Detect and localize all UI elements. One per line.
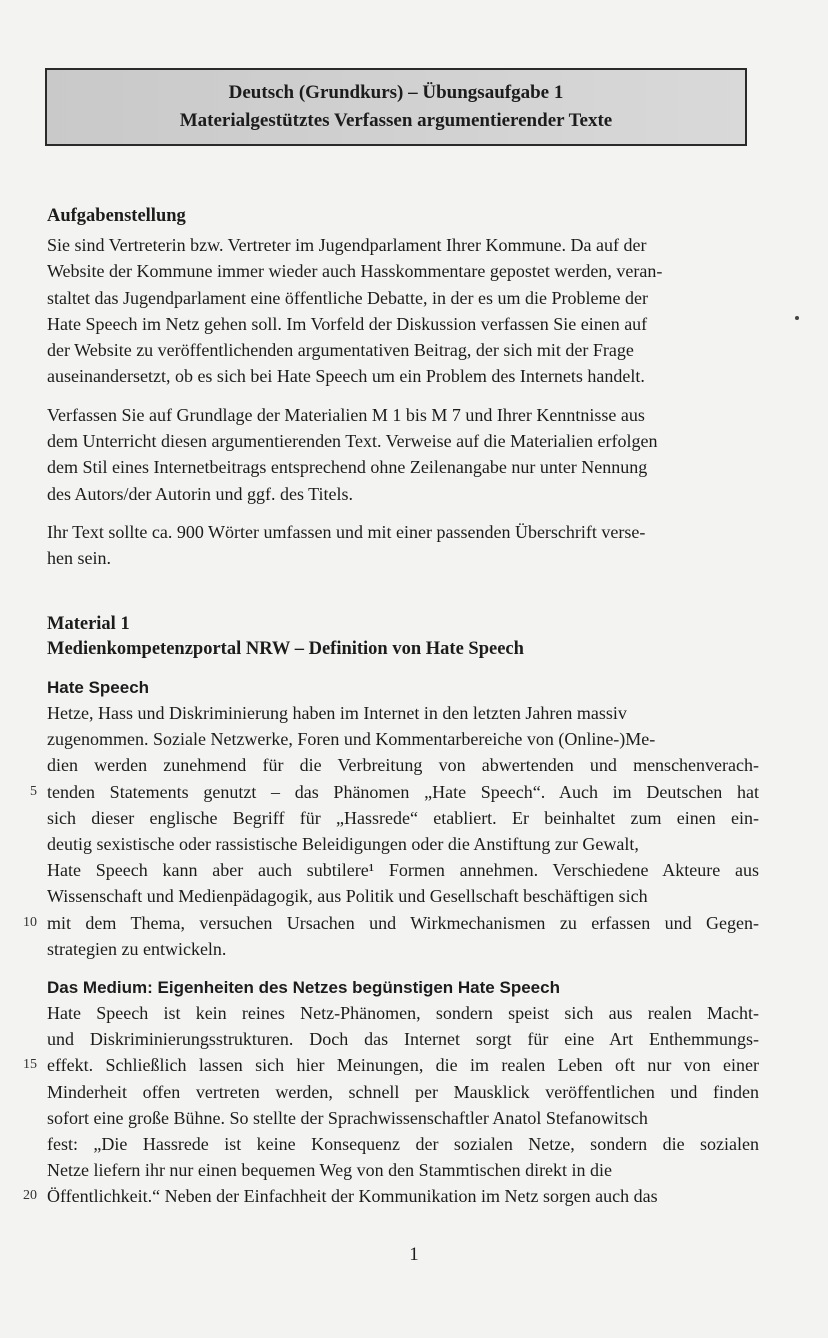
text-line: Verfassen Sie auf Grundlage der Materialien M 1 bis M 7 und Ihrer Kenntnisse aus — [47, 404, 645, 425]
text-line: auseinandersetzt, ob es sich bei Hate Speech um ein Problem des Internets handelt. — [47, 366, 645, 387]
task-section — [47, 204, 752, 572]
section-2-text — [23, 1000, 759, 1210]
text-line: Website der Kommune immer wieder auch Hasskommentare gepostet werden, veran- — [47, 261, 663, 282]
text-line: Wissenschaft und Medienpädagogik, aus Politik und Gesellschaft beschäftigen sich — [47, 886, 648, 907]
task-paragraph-3 — [47, 519, 752, 572]
material-1 — [23, 612, 759, 1210]
exam-subtitle: Materialgestütztes Verfassen argumentierender Texte — [179, 110, 613, 131]
page-number: 1 — [409, 1244, 419, 1265]
text-line: Sie sind Vertreterin bzw. Vertreter im Jugendparlament Ihrer Kommune. Da auf der — [47, 235, 647, 255]
task-paragraph-1 — [47, 232, 752, 390]
text-line: dem Stil eines Internetbeitrags entsprechend ohne Zeilenangabe nur unter Nennung — [47, 457, 648, 478]
text-line: sofort eine große Bühne. So stellte der Sprachwissenschaftler Anatol Stefanowitsch — [47, 1107, 648, 1128]
text-line: des Autors/der Autorin und ggf. des Titels. — [47, 483, 354, 504]
section-heading-hate-speech: Hate Speech — [47, 678, 150, 697]
text-line: strategien zu entwickeln. — [47, 938, 227, 959]
text-line: 5 tenden Statements genutzt – das Phänomen „Hate Speech“. Auch im Deutschen hat — [47, 779, 759, 805]
text-line: Minderheit offen vertreten werden, schnell per Mausklick veröffentlichen und finden — [47, 1081, 759, 1102]
text-line: 10 mit dem Thema, versuchen Ursachen und Wirkmechanismen zu erfassen und Gegen- — [47, 910, 759, 936]
text-line: Hate Speech im Netz gehen soll. Im Vorfeld der Diskussion verfassen Sie einen auf — [47, 313, 648, 334]
text-line: dien werden zunehmend für die Verbreitung von abwertenden und menschenverach- — [47, 755, 759, 776]
section-1-text — [23, 700, 759, 962]
text-line: 15 effekt. Schließlich lassen sich hier Meinungen, die im realen Leben oft nur von einer — [47, 1052, 759, 1078]
text-line: Hate Speech kann aber auch subtilere¹ Formen annehmen. Verschiedene Akteure aus — [47, 860, 759, 881]
text-line: sich dieser englische Begriff für „Hassrede“ etabliert. Er beinhaltet zum einen ein- — [47, 807, 759, 828]
text-line: Hetze, Hass und Diskriminierung haben im Internet in den letzten Jahren massiv — [47, 703, 627, 723]
text-line: dem Unterricht diesen argumentierenden Text. Verweise auf die Materialien erfolgen — [47, 431, 658, 452]
line-number: 15 — [23, 1057, 37, 1073]
text-line: Ihr Text sollte ca. 900 Wörter umfassen und mit einer passenden Überschrift verse- — [47, 521, 646, 542]
task-paragraph-2 — [47, 402, 752, 507]
text-line: staltet das Jugendparlament eine öffentliche Debatte, in der es um die Probleme der — [47, 287, 648, 308]
text-line: der Website zu veröffentlichenden argumentativen Beitrag, der sich mit der Frage — [47, 340, 634, 361]
text-line: fest: „Die Hassrede ist keine Konsequenz der sozialen Netze, sondern die sozialen — [47, 1134, 759, 1155]
text-line: deutig sexistische oder rassistische Beleidigungen oder die Anstiftung zur Gewalt, — [47, 834, 639, 855]
material-label: Material 1 — [47, 614, 130, 634]
line-number: 20 — [23, 1188, 37, 1204]
text-line: und Diskriminierungsstrukturen. Doch das Internet sorgt für eine Art Enthemmungs- — [47, 1029, 759, 1050]
task-heading: Aufgabenstellung — [47, 206, 186, 226]
material-title: Medienkompetenzportal NRW – Definition von Hate Speech — [47, 639, 524, 659]
dust-speck — [795, 316, 799, 320]
text-line: Netze liefern ihr nur einen bequemen Weg von den Stammtischen direkt in die — [47, 1160, 613, 1181]
exam-title: Deutsch (Grundkurs) – Übungsaufgabe 1 — [228, 82, 564, 103]
line-number: 10 — [23, 914, 37, 930]
text-line: zugenommen. Soziale Netzwerke, Foren und Kommentarbereiche von (Online-)Me- — [47, 729, 656, 750]
title-box — [45, 68, 747, 146]
text-line: Hate Speech ist kein reines Netz-Phänomen, sondern speist sich aus realen Macht- — [47, 1003, 759, 1024]
text-line: 20 Öffentlichkeit.“ Neben der Einfachheit der Kommunikation im Netz sorgen auch das — [47, 1183, 759, 1209]
text-line: hen sein. — [47, 548, 111, 569]
line-number: 5 — [30, 783, 37, 799]
section-heading-medium: Das Medium: Eigenheiten des Netzes begünstigen Hate Speech — [47, 978, 560, 998]
